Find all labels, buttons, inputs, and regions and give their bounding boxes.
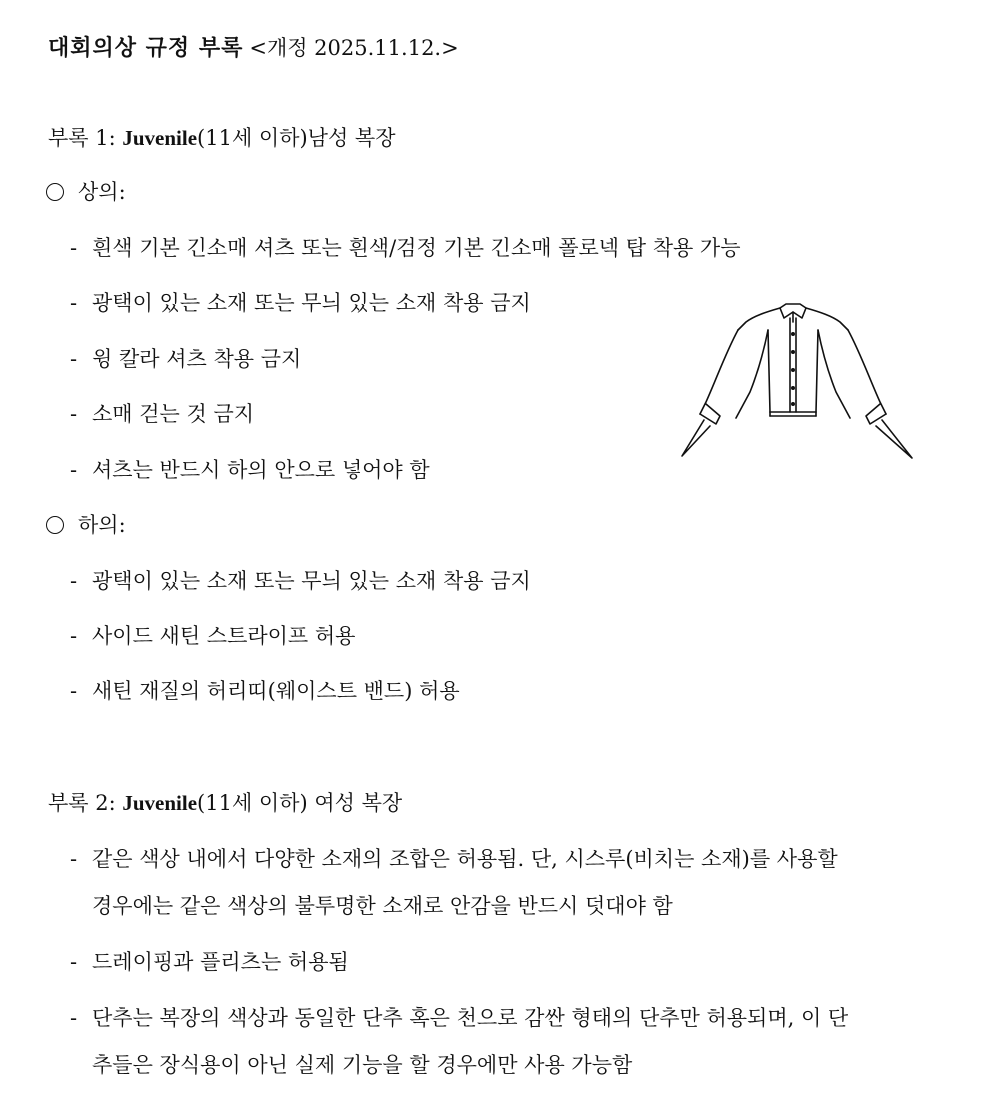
page-title [48, 34, 459, 63]
list-item: - 광택이 있는 소재 또는 무늬 있는 소재 착용 금지 [70, 569, 531, 593]
appendix2-heading-bold: Juvenile [122, 791, 198, 815]
circle-bullet-icon [46, 183, 64, 201]
appendix1-heading-suffix: (11세 이하)남성 복장 [197, 126, 396, 150]
top-label: 상의: [78, 180, 126, 204]
title-revision: <개정 2025.11.12.> [249, 36, 459, 60]
list-item: - 흰색 기본 긴소매 셔츠 또는 흰색/검정 기본 긴소매 폴로넥 탑 착용 가능 [70, 236, 741, 260]
appendix1-heading-bold: Juvenile [122, 126, 198, 150]
list-item: - 소매 걷는 것 금지 [70, 402, 255, 426]
appendix2-heading [48, 789, 402, 817]
appendix1-heading [48, 124, 396, 152]
appendix2-heading-prefix: 부록 2: [48, 791, 123, 815]
list-item-continuation: 경우에는 같은 색상의 불투명한 소재로 안감을 반드시 덧대야 함 [92, 894, 673, 918]
list-item: - 윙 칼라 셔츠 착용 금지 [70, 347, 302, 371]
list-item: - 셔츠는 반드시 하의 안으로 넣어야 함 [70, 458, 430, 482]
list-item-continuation: 추들은 장식용이 아닌 실제 기능을 할 경우에만 사용 가능함 [92, 1053, 633, 1077]
list-item: - 단추는 복장의 색상과 동일한 단추 혹은 천으로 감싼 형태의 단추만 허용되며, 이 단 [70, 1006, 849, 1030]
appendix2-heading-suffix: (11세 이하) 여성 복장 [197, 791, 403, 815]
top-section-label [46, 178, 126, 206]
bottom-section-label [46, 511, 126, 539]
list-item: - 사이드 새틴 스트라이프 허용 [70, 624, 356, 648]
circle-bullet-icon [46, 516, 64, 534]
list-item: - 드레이핑과 플리츠는 허용됨 [70, 950, 349, 974]
list-item: - 새틴 재질의 허리띠(웨이스트 밴드) 허용 [70, 679, 460, 703]
bottom-label: 하의: [78, 513, 126, 537]
shirt-illustration-icon [676, 300, 916, 462]
list-item: - 같은 색상 내에서 다양한 소재의 조합은 허용됨. 단, 시스루(비치는 소재)를 사용할 [70, 847, 838, 871]
appendix1-heading-prefix: 부록 1: [48, 126, 123, 150]
list-item: - 광택이 있는 소재 또는 무늬 있는 소재 착용 금지 [70, 291, 531, 315]
title-main: 대회의상 규정 부록 [48, 36, 244, 61]
